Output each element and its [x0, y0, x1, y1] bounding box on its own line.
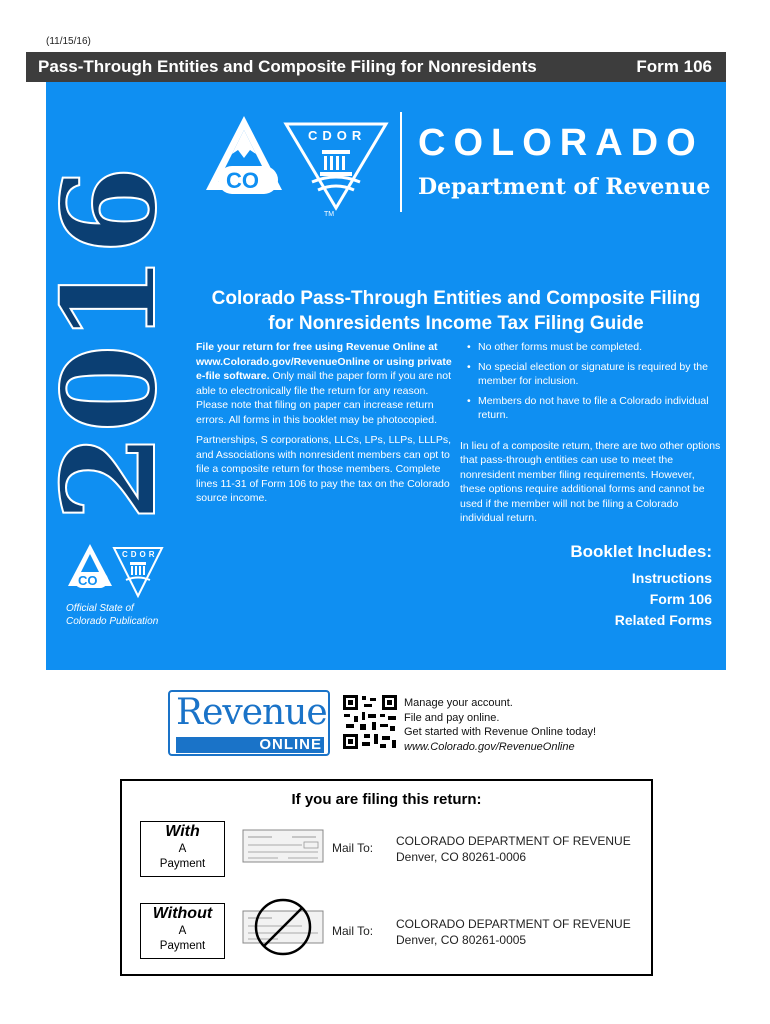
logo-divider [400, 112, 402, 212]
efile-bold-text: File your return for free using Revenue Online at www.Colorado.gov/RevenueOnline or using private e-file software. [196, 341, 452, 382]
revenue-online-logo [168, 690, 330, 756]
without-a-label: A [178, 925, 187, 937]
online-line-file: File and pay online. [404, 711, 500, 724]
with-a-label: A [178, 843, 187, 855]
with-payment-box [140, 821, 225, 877]
efile-paragraph [196, 340, 458, 427]
cover-panel [35, 82, 726, 670]
alternatives-paragraph: In lieu of a composite return, there are two other options that pass-through entities can use to meet the nonresident member filing requirements. However, these options require additional forms and cannot be used if the member will not be filing a Colorado individual return. [460, 439, 721, 524]
document-title: Pass-Through Entities and Composite Filing for Nonresidents [38, 57, 537, 76]
online-word: ONLINE [259, 736, 322, 753]
with-address-line-2: Denver, CO 80261-0006 [396, 850, 527, 864]
revision-date: (11/15/16) [46, 36, 91, 47]
booklet-item: Related Forms [614, 612, 712, 628]
without-mail-to: Mail To: [332, 924, 374, 938]
logo-tm-text: TM [324, 211, 335, 218]
no-check-icon [242, 897, 324, 957]
list-item: • No other forms must be completed. [460, 340, 722, 355]
without-address-line-2: Denver, CO 80261-0005 [396, 933, 527, 947]
without-address [396, 916, 631, 948]
year-graphic [35, 102, 185, 522]
revenue-word: Revenue [176, 692, 327, 733]
booklet-item: Instructions [631, 570, 712, 586]
check-icon [242, 829, 324, 863]
booklet-heading: Booklet Includes: [570, 542, 712, 561]
list-item: • No special election or signature is required by the member for inclusion. [460, 360, 722, 389]
revenue-online-info [404, 696, 596, 754]
official-publication [66, 602, 158, 628]
right-column [460, 340, 722, 526]
booklet-item: Form 106 [649, 591, 712, 607]
composite-paragraph: Partnerships, S corporations, LLCs, LPs, LLPs, LLLPs, and Associations with nonresident members can opt to file a composite return for those members. Complete lines 11-31 of Form 106 to pay the tax on the Colorado source income. [196, 434, 452, 504]
without-address-line-1: COLORADO DEPARTMENT OF REVENUE [396, 917, 631, 931]
department-name: Department of Revenue [418, 174, 711, 200]
with-payment-label: Payment [159, 858, 206, 870]
composite-benefits-list [460, 340, 722, 423]
left-column [196, 340, 458, 512]
logo-co-text: CO [226, 168, 259, 193]
with-mail-to: Mail To: [332, 841, 374, 855]
small-logo-co-text: CO [78, 573, 98, 588]
with-address [396, 833, 631, 865]
online-line-start: Get started with Revenue Online today! [404, 726, 596, 738]
guide-title [186, 286, 726, 336]
guide-title-line-2: for Nonresidents Income Tax Filing Guide [268, 313, 644, 334]
with-label: With [165, 823, 200, 840]
without-payment-label: Payment [159, 940, 206, 952]
title-bar [26, 52, 726, 82]
mailing-heading: If you are filing this return: [291, 791, 482, 808]
without-payment-box [140, 903, 225, 959]
cdor-logo [204, 112, 394, 217]
form-number: Form 106 [636, 57, 712, 76]
online-url[interactable]: www.Colorado.gov/RevenueOnline [404, 740, 575, 753]
official-line-1: Official State of [66, 603, 134, 614]
list-item: • Members do not have to file a Colorado individual return. [460, 394, 722, 423]
small-logo-cdor-text: CDOR [122, 550, 158, 559]
mailing-instructions [120, 779, 653, 976]
qr-code-icon [342, 694, 398, 750]
colorado-wordmark: COLORADO [418, 122, 704, 164]
booklet-includes [570, 542, 712, 631]
efile-rest-text: Only mail the paper form if you are not able to electronically file the return for any reason. Please note that filing on paper can increase return errors. All forms in this booklet may be photocopied. [196, 370, 452, 426]
without-label: Without [152, 905, 213, 922]
cdor-logo-small [68, 542, 164, 600]
with-address-line-1: COLORADO DEPARTMENT OF REVENUE [396, 834, 631, 848]
logo-cdor-text: CDOR [308, 128, 367, 143]
online-line-manage: Manage your account. [404, 697, 513, 709]
year-text: 2016 [35, 165, 185, 522]
guide-title-line-1: Colorado Pass-Through Entities and Composite Filing [211, 288, 701, 309]
official-line-2: Colorado Publication [66, 616, 159, 627]
